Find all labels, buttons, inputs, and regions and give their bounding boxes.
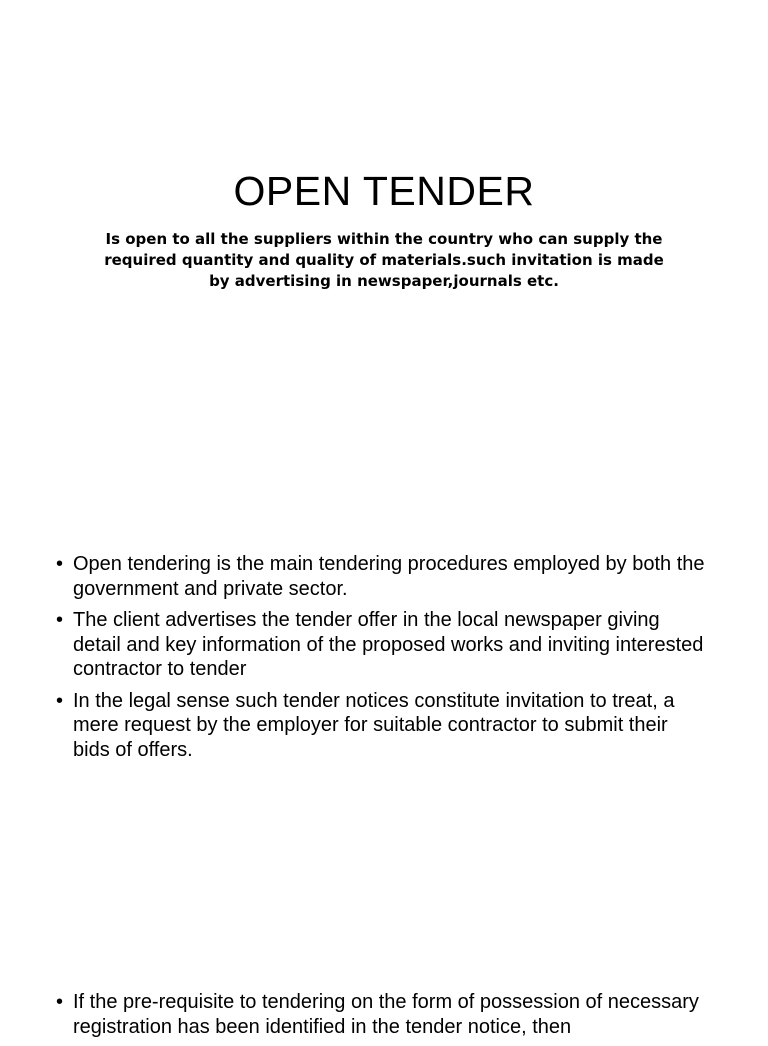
slide-open-tendering-details bbox=[0, 520, 768, 1038]
bullet-text: Open tendering is the main tendering procedures employed by both the government and private sector. bbox=[73, 553, 705, 600]
bullet-item bbox=[56, 689, 708, 763]
bullet-text: If the pre-requisite to tendering on the form of possession of necessary registration has been identified in the tender notice, then bbox=[73, 991, 699, 1038]
slide-title: OPEN TENDER bbox=[233, 168, 535, 214]
bullet-marker: • bbox=[56, 609, 64, 631]
bullet-item bbox=[56, 608, 708, 682]
bullet-item bbox=[56, 990, 708, 1039]
bullet-text: In the legal sense such tender notices constitute invitation to treat, a mere request by the employer for suitable contractor to submit their bids of offers. bbox=[73, 689, 675, 761]
bullet-marker: • bbox=[56, 553, 64, 575]
bullet-item bbox=[56, 552, 708, 601]
bullet-list bbox=[56, 990, 708, 1046]
bullet-marker: • bbox=[56, 689, 64, 712]
bullet-marker: • bbox=[56, 991, 64, 1013]
slide-subtitle: Is open to all the suppliers within the country who can supply the required quantity and quality of materials.such invitation is made by advertising in newspaper,journals etc. bbox=[104, 230, 664, 290]
slide-open-tender-title bbox=[0, 0, 768, 520]
bullet-text: The client advertises the tender offer in the local newspaper giving detail and key information of the proposed works and inviting interested contractor to tender bbox=[73, 609, 704, 680]
bullet-list bbox=[56, 552, 708, 769]
